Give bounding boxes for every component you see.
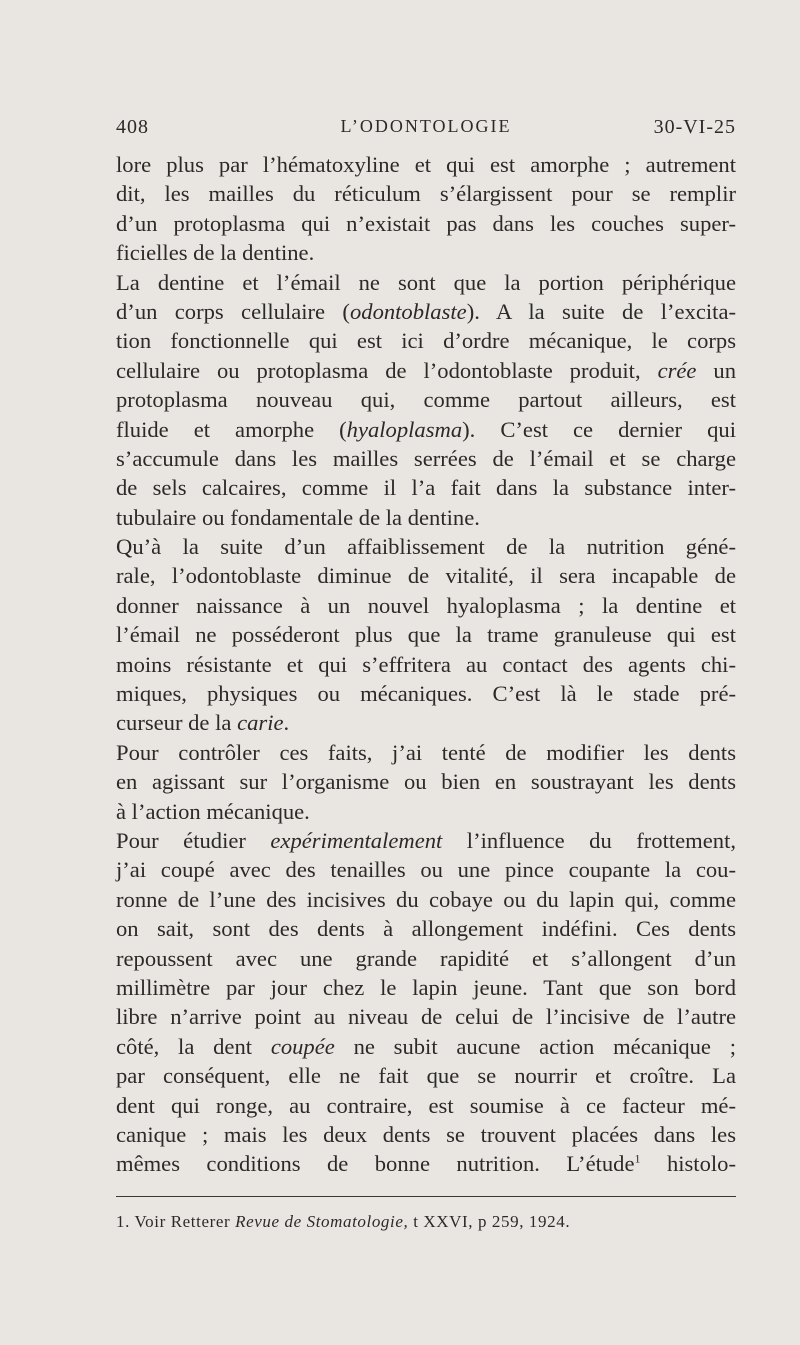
text-line: canique ; mais les deux dents se trouvent placées dans les [116,1121,736,1147]
text-line: ronne de l’une des incisives du cobaye ou du lapin qui, comme [116,886,736,912]
text-line: Pour contrôler ces faits, j’ai tenté de modifier les dents [116,739,736,765]
text-line: dent qui ronge, au contraire, est soumise à ce facteur mé- [116,1092,736,1118]
text-line: ficielles de la dentine. [116,240,315,266]
text-line-with-italic: Pour étudier expérimentalement l’influence du frottement, [116,827,736,853]
footnote-citation: t XXVI, p 259, 1924. [413,1212,571,1231]
text-line: tion fonctionnelle qui est ici d’ordre mécanique, le corps [116,328,736,354]
text-line: par conséquent, elle ne fait que se nourrir et croître. La [116,1063,736,1089]
text-line: tubulaire ou fondamentale de la dentine. [116,504,480,530]
text-line-with-footnote-ref: mêmes conditions de bonne nutrition. L’étude$^1$ histolo- [116,1151,736,1177]
text-line-with-italic: curseur de la carie. [116,710,290,736]
text-line: libre n’arrive point au niveau de celui de l’incisive de l’autre [116,1004,736,1030]
running-header [116,116,736,142]
running-title: L’ODONTOLOGIE [340,116,512,136]
text-line: à l’action mécanique. [116,798,310,824]
footnote-divider [116,1196,736,1197]
footnote-reference: 1 [634,1151,641,1166]
text-line: protoplasma nouveau qui, comme partout ailleurs, est [116,387,736,413]
text-line: repoussent avec une grande rapidité et s’allongent d’un [116,945,736,971]
text-line: de sels calcaires, comme il l’a fait dans la substance inter- [116,475,736,501]
page-number: 408 [116,116,149,138]
text-line-with-italic: d’un corps cellulaire (odontoblaste). A la suite de l’excita- [116,298,736,324]
text-line-with-italic: côté, la dent coupée ne subit aucune action mécanique ; [116,1033,737,1059]
text-line: s’accumule dans les mailles serrées de l’émail et se charge [116,445,736,471]
text-line: lore plus par l’hématoxyline et qui est amorphe ; autrement [116,152,736,177]
text-line: rale, l’odontoblaste diminue de vitalité, il sera incapable de [116,563,736,589]
footnote [116,1212,736,1232]
footnote-journal: Revue de Stomatologie, [235,1212,409,1231]
text-line: d’un protoplasma qui n’existait pas dans les couches super- [116,210,736,236]
footnote-number: 1. [116,1212,130,1231]
footnote-text: Voir Retterer [134,1212,231,1231]
body-text [116,150,736,1179]
text-line: Qu’à la suite d’un affaiblissement de la nutrition géné- [116,534,736,560]
text-line: j’ai coupé avec des tenailles ou une pince coupante la cou- [116,857,736,883]
text-line: millimètre par jour chez le lapin jeune. Tant que son bord [116,974,736,1000]
text-line: moins résistante et qui s’effritera au contact des agents chi- [116,651,736,677]
text-line-with-italic: cellulaire ou protoplasma de l’odontoblaste produit, crée un [116,357,737,383]
text-line: miques, physiques ou mécaniques. C’est là le stade pré- [116,681,736,707]
text-line-with-italic: fluide et amorphe (hyaloplasma). C’est ce dernier qui [116,416,736,442]
text-line: l’émail ne posséderont plus que la trame granuleuse qui est [116,622,736,648]
text-line: donner naissance à un nouvel hyaloplasma ; la dentine et [116,592,736,618]
text-line: on sait, sont des dents à allongement indéfini. Ces dents [116,916,736,942]
text-line: en agissant sur l’organisme ou bien en soustrayant les dents [116,769,736,795]
issue-date: 30-VI-25 [653,116,736,138]
text-line: dit, les mailles du réticulum s’élargissent pour se remplir [116,181,736,207]
text-line: La dentine et l’émail ne sont que la portion périphérique [116,269,736,295]
